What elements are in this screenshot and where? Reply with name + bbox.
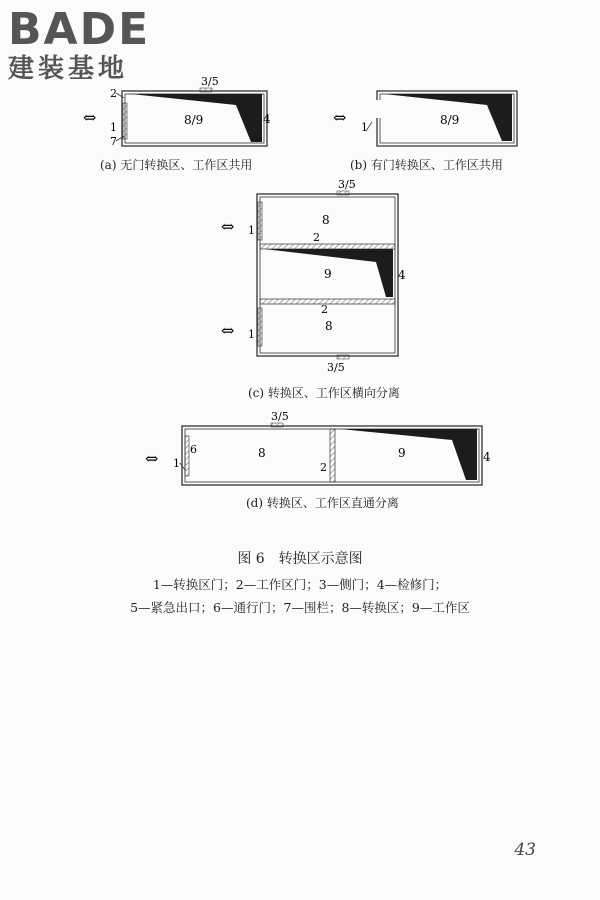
figure-legend-line-1: 1—转换区门；2—工作区门；3—侧门；4—检修门； xyxy=(152,577,448,592)
d-label-3-5: 3/5 xyxy=(271,410,289,423)
a-leader-2 xyxy=(116,93,124,98)
d-side-exit xyxy=(271,423,283,427)
c-label-3-5-bottom: 3/5 xyxy=(327,361,345,374)
diagram-b xyxy=(333,91,517,146)
c-double-arrow-icon-bottom: ⇔ xyxy=(221,321,235,340)
d-partition xyxy=(330,429,335,482)
a-double-arrow-icon: ⇔ xyxy=(83,108,97,127)
d-label-8: 8 xyxy=(258,446,266,460)
a-label-8-9: 8/9 xyxy=(184,113,204,127)
d-label-4: 4 xyxy=(483,450,491,464)
a-side-exit xyxy=(200,88,212,92)
c-label-8-bottom: 8 xyxy=(325,319,333,333)
c-label-3-5-top: 3/5 xyxy=(338,178,356,191)
c-partition-top xyxy=(260,244,395,249)
diagram-d xyxy=(145,410,491,485)
a-transfer-door-1 xyxy=(123,103,127,139)
c-label-2-top: 2 xyxy=(313,231,320,244)
c-label-8-top: 8 xyxy=(322,213,330,227)
c-label-1-bottom: 1 xyxy=(248,328,255,341)
caption-a: (a) 无门转换区、工作区共用 xyxy=(100,158,253,172)
d-label-6: 6 xyxy=(190,443,197,456)
d-transfer-door-1 xyxy=(185,436,189,476)
figure-title: 图 6 转换区示意图 xyxy=(237,551,363,567)
diagram-a xyxy=(83,75,271,148)
c-side-exit-top xyxy=(337,191,349,195)
c-label-2-bottom: 2 xyxy=(321,303,328,316)
a-label-1: 1 xyxy=(110,121,117,134)
a-label-3-5: 3/5 xyxy=(201,75,219,88)
c-label-4: 4 xyxy=(398,268,406,282)
c-transfer-door-top xyxy=(258,202,262,240)
a-label-2: 2 xyxy=(110,87,117,100)
c-double-arrow-icon-top: ⇔ xyxy=(221,217,235,236)
d-double-arrow-icon: ⇔ xyxy=(145,449,159,468)
c-label-9: 9 xyxy=(324,267,332,281)
c-label-1-top: 1 xyxy=(248,224,255,237)
caption-c: (c) 转换区、工作区横向分离 xyxy=(248,386,400,400)
caption-b: (b) 有门转换区、工作区共用 xyxy=(350,158,503,172)
c-side-exit-bottom xyxy=(337,355,349,359)
logo-subtitle: 建装基地 xyxy=(8,54,129,84)
page-number: 43 xyxy=(514,840,536,860)
b-label-8-9: 8/9 xyxy=(440,113,460,127)
d-work-area-shade xyxy=(340,429,477,480)
c-transfer-door-bottom xyxy=(258,308,262,346)
b-double-arrow-icon: ⇔ xyxy=(333,108,347,127)
d-label-1: 1 xyxy=(173,457,180,470)
figure-legend-line-2: 5—紧急出口；6—通行门；7—围栏；8—转换区；9—工作区 xyxy=(130,600,470,615)
b-label-1: 1 xyxy=(361,121,368,134)
a-label-4: 4 xyxy=(263,112,271,126)
logo-wordmark: BADE xyxy=(8,4,151,55)
a-label-7: 7 xyxy=(110,135,117,148)
caption-d: (d) 转换区、工作区直通分离 xyxy=(246,496,399,510)
d-label-2: 2 xyxy=(320,461,327,474)
diagram-c xyxy=(221,178,406,374)
d-label-9: 9 xyxy=(398,446,406,460)
